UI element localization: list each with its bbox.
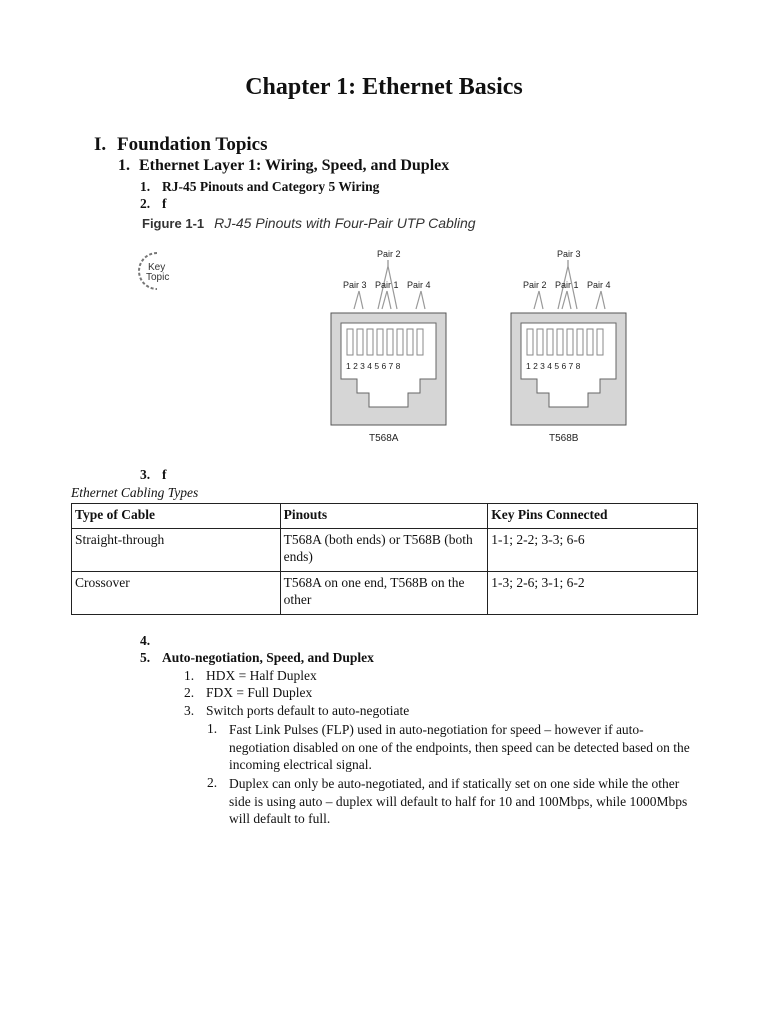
- figure-caption: [142, 215, 476, 231]
- figure-title: RJ-45 Pinouts with Four-Pair UTP Cabling: [214, 215, 476, 231]
- table-cell: 1-3; 2-6; 3-1; 6-2: [488, 572, 698, 615]
- subsection-heading: [118, 157, 449, 175]
- connector-t568b: [511, 249, 626, 444]
- pair-bottom-label: Pair 2: [523, 280, 547, 290]
- table-header-row: [72, 504, 698, 529]
- list-item: [140, 196, 167, 212]
- section-heading: [94, 134, 268, 156]
- table-cell: 1-1; 2-2; 3-3; 6-6: [488, 529, 698, 572]
- column-header: Pinouts: [280, 504, 488, 529]
- key-topic-line1: Key: [148, 262, 166, 273]
- subsublist-number: 1.: [207, 721, 218, 736]
- pair-bottom-label: Pair 4: [587, 280, 611, 290]
- pair-bottom-label: Pair 4: [407, 280, 431, 290]
- key-topic-icon: [135, 249, 179, 293]
- section-number: I.: [94, 134, 107, 155]
- key-topic-line2: Topic: [146, 272, 170, 283]
- subsublist-number: 2.: [207, 775, 218, 790]
- sublist-item: [184, 668, 317, 684]
- subsublist-text: Fast Link Pulses (FLP) used in auto-negotiation for speed – however if auto-negotiation disabled on one of the endpoints, then speed can be detected based on the incoming electrical signal.: [229, 722, 690, 772]
- pair-bottom-label: Pair 1: [375, 280, 399, 290]
- sublist-item: [184, 703, 409, 719]
- item-label: RJ-45 Pinouts and Category 5 Wiring: [162, 179, 380, 194]
- table-row: [72, 572, 698, 615]
- subsection-label: Ethernet Layer 1: Wiring, Speed, and Duplex: [139, 157, 450, 174]
- list-item: [140, 467, 167, 483]
- sublist-number: 2.: [184, 685, 195, 700]
- section-label: Foundation Topics: [117, 134, 268, 155]
- pair-top-label: Pair 3: [557, 249, 581, 259]
- sublist-text: FDX = Full Duplex: [206, 685, 313, 700]
- column-header: Type of Cable: [72, 504, 281, 529]
- table-cell: Straight-through: [72, 529, 281, 572]
- table-cell: T568A (both ends) or T568B (both ends): [280, 529, 488, 572]
- connector-name: T568B: [549, 433, 579, 444]
- list-item: [140, 650, 374, 666]
- item-number: 4.: [140, 633, 151, 648]
- item-number: 3.: [140, 467, 151, 482]
- sublist-number: 3.: [184, 703, 195, 718]
- item-label: f: [162, 467, 167, 482]
- table-row: [72, 529, 698, 572]
- sublist-number: 1.: [184, 668, 195, 683]
- pin-numbers: 1 2 3 4 5 6 7 8: [346, 361, 401, 371]
- subsublist-text: Duplex can only be auto-negotiated, and if statically set on one side while the other side is using auto – duplex will default to half for 10 and 100Mbps, while 1000Mbps will default to full.: [229, 776, 688, 826]
- item-label: Auto-negotiation, Speed, and Duplex: [162, 650, 374, 665]
- item-number: 1.: [140, 179, 151, 194]
- table-caption: Ethernet Cabling Types: [71, 485, 199, 500]
- sublist-text: Switch ports default to auto-negotiate: [206, 703, 410, 718]
- connector-t568a: [331, 249, 446, 444]
- pair-top-label: Pair 2: [377, 249, 401, 259]
- item-number: 2.: [140, 196, 151, 211]
- list-item: [140, 633, 162, 649]
- page-title: Chapter 1: Ethernet Basics: [245, 74, 523, 100]
- pin-numbers: 1 2 3 4 5 6 7 8: [526, 361, 581, 371]
- subsection-number: 1.: [118, 157, 130, 174]
- table-cell: T568A on one end, T568B on the other: [280, 572, 488, 615]
- cabling-table: [71, 503, 698, 615]
- table-cell: Crossover: [72, 572, 281, 615]
- connector-name: T568A: [369, 433, 399, 444]
- column-header: Key Pins Connected: [488, 504, 698, 529]
- key-topic-badge: [135, 249, 179, 298]
- pair-bottom-label: Pair 1: [555, 280, 579, 290]
- item-label: f: [162, 196, 167, 211]
- pair-bottom-label: Pair 3: [343, 280, 367, 290]
- list-item: [140, 179, 379, 195]
- item-number: 5.: [140, 650, 151, 665]
- sublist-item: [184, 685, 312, 701]
- rj45-diagram: [330, 243, 630, 453]
- figure-number: Figure 1-1: [142, 216, 205, 231]
- sublist-text: HDX = Half Duplex: [206, 668, 317, 683]
